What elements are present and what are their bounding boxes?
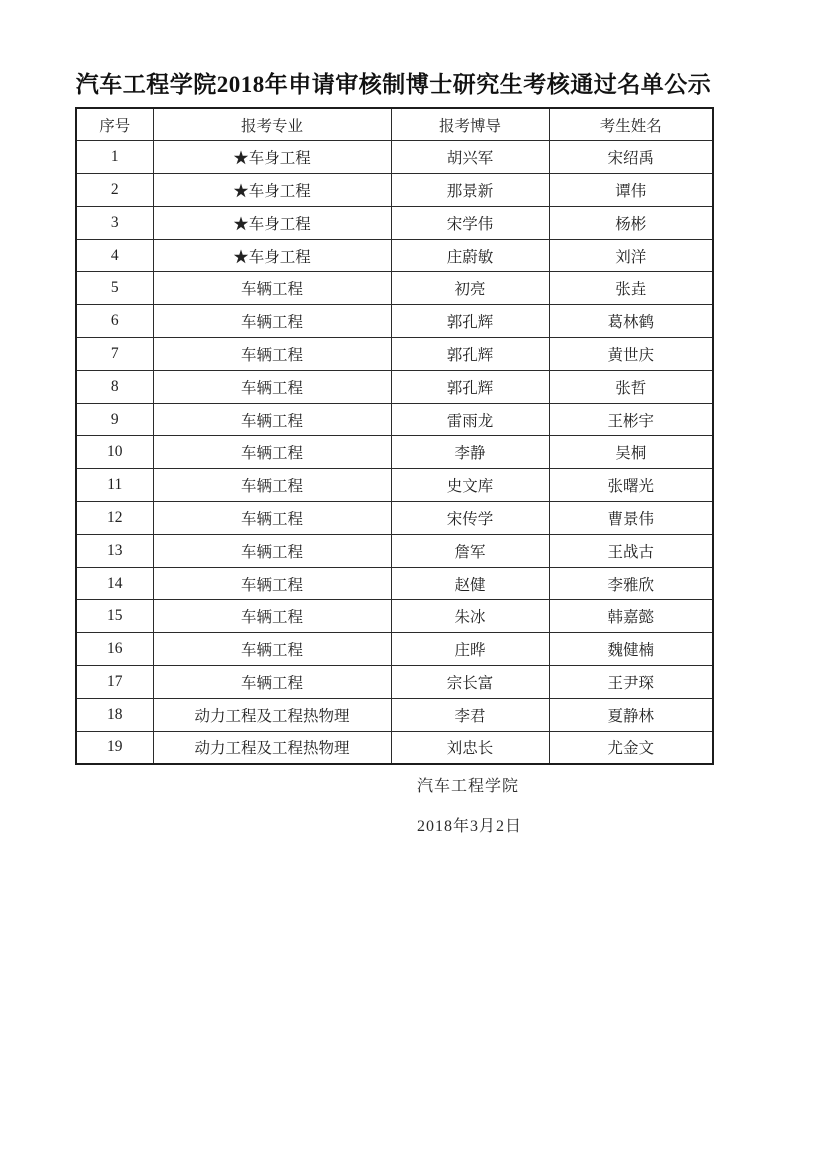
candidate-cell: 宋绍禹 <box>549 141 713 174</box>
major-cell: 车辆工程 <box>153 534 391 567</box>
major-cell: 车辆工程 <box>153 502 391 535</box>
candidate-cell: 曹景伟 <box>549 502 713 535</box>
seq-cell: 12 <box>76 502 153 535</box>
seq-cell: 10 <box>76 436 153 469</box>
major-cell: 车辆工程 <box>153 567 391 600</box>
candidate-cell: 韩嘉懿 <box>549 600 713 633</box>
table-row <box>76 567 713 600</box>
supervisor-cell: 李君 <box>391 698 549 731</box>
seq-cell: 16 <box>76 633 153 666</box>
supervisor-cell: 宗长富 <box>391 666 549 699</box>
candidate-cell: 张哲 <box>549 370 713 403</box>
supervisor-cell: 李静 <box>391 436 549 469</box>
seq-cell: 15 <box>76 600 153 633</box>
major-cell: 车辆工程 <box>153 600 391 633</box>
seq-cell: 17 <box>76 666 153 699</box>
table-row <box>76 698 713 731</box>
table-row <box>76 305 713 338</box>
footer-date: 2018年3月2日 <box>417 818 523 835</box>
supervisor-cell: 胡兴军 <box>391 141 549 174</box>
major-cell: ★车身工程 <box>153 239 391 272</box>
table-row <box>76 666 713 699</box>
table-row <box>76 272 713 305</box>
table-row <box>76 633 713 666</box>
major-cell: 车辆工程 <box>153 272 391 305</box>
candidate-cell: 刘洋 <box>549 239 713 272</box>
candidate-cell: 谭伟 <box>549 174 713 207</box>
supervisor-cell: 那景新 <box>391 174 549 207</box>
seq-cell: 18 <box>76 698 153 731</box>
supervisor-cell: 庄蔚敏 <box>391 239 549 272</box>
candidates-table <box>75 107 714 765</box>
major-cell: 车辆工程 <box>153 403 391 436</box>
table-row <box>76 206 713 239</box>
header-row <box>76 108 713 141</box>
seq-cell: 3 <box>76 206 153 239</box>
table-row <box>76 436 713 469</box>
supervisor-cell: 朱冰 <box>391 600 549 633</box>
supervisor-cell: 赵健 <box>391 567 549 600</box>
seq-cell: 8 <box>76 370 153 403</box>
table-row <box>76 600 713 633</box>
supervisor-cell: 史文库 <box>391 469 549 502</box>
footer-signature: 汽车工程学院 <box>417 778 520 795</box>
header-candidate: 考生姓名 <box>549 108 713 141</box>
header-seq: 序号 <box>76 108 153 141</box>
candidate-cell: 魏健楠 <box>549 633 713 666</box>
major-cell: ★车身工程 <box>153 206 391 239</box>
header-major: 报考专业 <box>153 108 391 141</box>
supervisor-cell: 郭孔辉 <box>391 305 549 338</box>
seq-cell: 2 <box>76 174 153 207</box>
major-cell: 动力工程及工程热物理 <box>153 731 391 764</box>
candidate-cell: 李雅欣 <box>549 567 713 600</box>
supervisor-cell: 詹军 <box>391 534 549 567</box>
table-row <box>76 731 713 764</box>
major-cell: 车辆工程 <box>153 338 391 371</box>
table-row <box>76 239 713 272</box>
candidate-cell: 王战古 <box>549 534 713 567</box>
seq-cell: 14 <box>76 567 153 600</box>
seq-cell: 19 <box>76 731 153 764</box>
major-cell: ★车身工程 <box>153 174 391 207</box>
candidate-cell: 杨彬 <box>549 206 713 239</box>
candidate-cell: 王彬宇 <box>549 403 713 436</box>
candidate-cell: 王尹琛 <box>549 666 713 699</box>
table-row <box>76 469 713 502</box>
seq-cell: 4 <box>76 239 153 272</box>
supervisor-cell: 宋传学 <box>391 502 549 535</box>
supervisor-cell: 宋学伟 <box>391 206 549 239</box>
major-cell: 车辆工程 <box>153 305 391 338</box>
table-row <box>76 338 713 371</box>
supervisor-cell: 郭孔辉 <box>391 370 549 403</box>
supervisor-cell: 庄晔 <box>391 633 549 666</box>
table-row <box>76 174 713 207</box>
major-cell: 车辆工程 <box>153 633 391 666</box>
major-cell: 车辆工程 <box>153 666 391 699</box>
supervisor-cell: 初亮 <box>391 272 549 305</box>
seq-cell: 13 <box>76 534 153 567</box>
candidate-cell: 葛林鹤 <box>549 305 713 338</box>
candidate-cell: 吴桐 <box>549 436 713 469</box>
major-cell: ★车身工程 <box>153 141 391 174</box>
page-title: 汽车工程学院2018年申请审核制博士研究生考核通过名单公示 <box>75 72 712 97</box>
table-header <box>76 108 713 141</box>
table-row <box>76 534 713 567</box>
seq-cell: 7 <box>76 338 153 371</box>
major-cell: 车辆工程 <box>153 469 391 502</box>
seq-cell: 9 <box>76 403 153 436</box>
supervisor-cell: 郭孔辉 <box>391 338 549 371</box>
major-cell: 动力工程及工程热物理 <box>153 698 391 731</box>
table-row <box>76 502 713 535</box>
table-body <box>76 141 713 764</box>
table-row <box>76 141 713 174</box>
seq-cell: 5 <box>76 272 153 305</box>
candidate-cell: 尤金文 <box>549 731 713 764</box>
supervisor-cell: 刘忠长 <box>391 731 549 764</box>
table-row <box>76 403 713 436</box>
table-row <box>76 370 713 403</box>
candidate-cell: 夏静林 <box>549 698 713 731</box>
seq-cell: 1 <box>76 141 153 174</box>
candidate-cell: 张垚 <box>549 272 713 305</box>
major-cell: 车辆工程 <box>153 370 391 403</box>
header-supervisor: 报考博导 <box>391 108 549 141</box>
seq-cell: 6 <box>76 305 153 338</box>
candidate-cell: 黄世庆 <box>549 338 713 371</box>
supervisor-cell: 雷雨龙 <box>391 403 549 436</box>
major-cell: 车辆工程 <box>153 436 391 469</box>
candidate-cell: 张曙光 <box>549 469 713 502</box>
seq-cell: 11 <box>76 469 153 502</box>
